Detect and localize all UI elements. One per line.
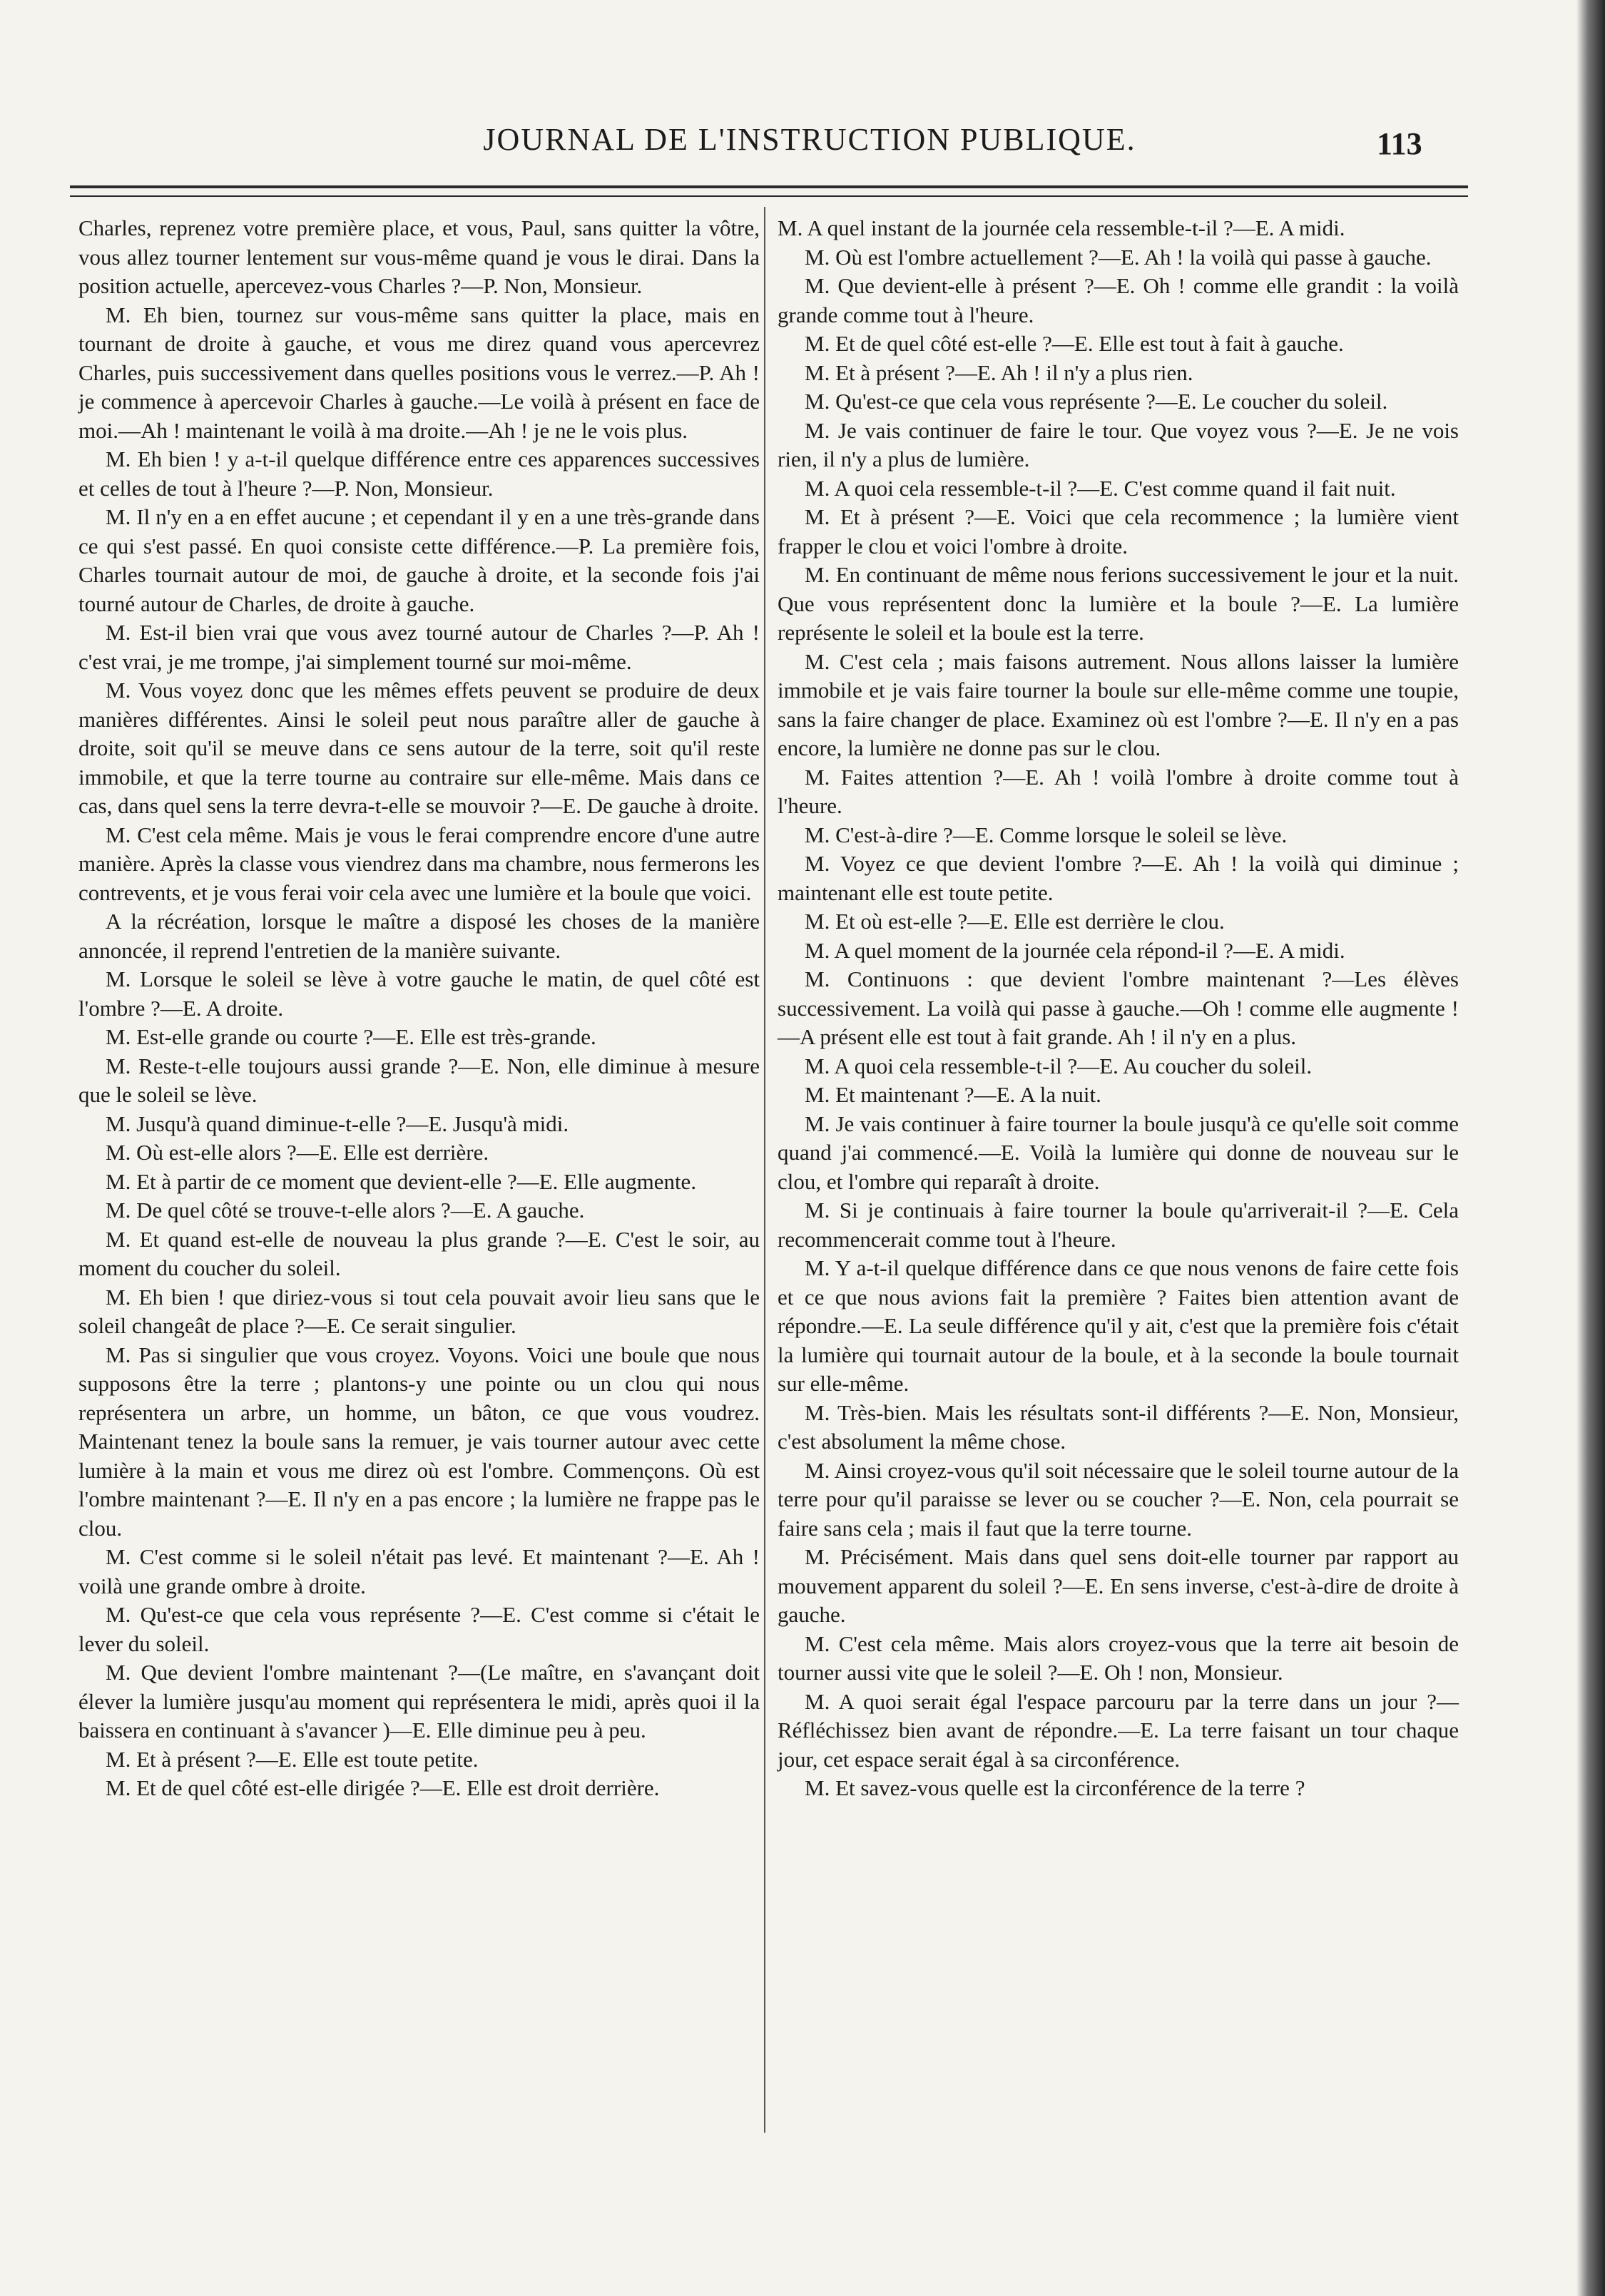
paragraph: M. Et de quel côté est-elle ?—E. Elle est tout à fait à gauche. <box>805 331 1344 356</box>
journal-title: JOURNAL DE L'INSTRUCTION PUBLIQUE. <box>483 122 1136 157</box>
paragraph: M. Eh bien, tournez sur vous-même sans quitter la place, mais en tournant de droite à gauche, et vous me direz quand vous apercevrez Charles, puis successivement dans quelles positions vous le verrez.—P. Ah ! je commence à apercevoir Charles à gauche.—Le voilà à présent en face de moi.—Ah ! maintenant le voilà à ma droite.—Ah ! je ne le vois plus. <box>78 302 760 443</box>
paragraph: M. A quel instant de la journée cela ressemble-t-il ?—E. A midi. <box>778 215 1345 240</box>
paragraph: M. C'est cela même. Mais alors croyez-vous que la terre ait besoin de tourner aussi vite que le soleil ?—E. Oh ! non, Monsieur. <box>778 1631 1459 1685</box>
page-edge-shadow <box>1576 0 1605 2296</box>
paragraph: M. Et à présent ?—E. Ah ! il n'y a plus rien. <box>805 359 1193 385</box>
paragraph: M. Eh bien ! que diriez-vous si tout cela pouvait avoir lieu sans que le soleil changeât de place ?—E. Ce serait singulier. <box>78 1284 760 1338</box>
paragraph: M. En continuant de même nous ferions successivement le jour et la nuit. Que vous représentent donc la lumière et la boule ?—E. La lumière représente le soleil et la boule est la terre. <box>778 562 1459 645</box>
paragraph: A la récréation, lorsque le maître a disposé les choses de la manière annoncée, il reprend l'entretien de la manière suivante. <box>78 909 760 963</box>
paragraph: M. Qu'est-ce que cela vous représente ?—E. Le coucher du soleil. <box>805 389 1388 414</box>
paragraph: M. Et quand est-elle de nouveau la plus grande ?—E. C'est le soir, au moment du coucher du soleil. <box>78 1226 760 1280</box>
paragraph: M. Je vais continuer de faire le tour. Que voyez vous ?—E. Je ne vois rien, il n'y a plus de lumière. <box>778 417 1459 471</box>
paragraph: Charles, reprenez votre première place, et vous, Paul, sans quitter la vôtre, vous allez tourner lentement sur vous-même quand je vous le dirai. Dans la position actuelle, apercevez-vous Charles ?—P. Non, Monsieur. <box>78 215 760 298</box>
paragraph: M. Que devient l'ombre maintenant ?—(Le maître, en s'avançant doit élever la lumière jusqu'au moment qui représentera le midi, après quoi il la baissera en continuant à s'avancer )—E. Elle diminue peu à peu. <box>78 1660 760 1743</box>
right-column <box>778 214 1459 1803</box>
paragraph: M. Et maintenant ?—E. A la nuit. <box>805 1082 1101 1107</box>
paragraph: M. Si je continuais à faire tourner la boule qu'arriverait-il ?—E. Cela recommencerait comme tout à l'heure. <box>778 1198 1459 1252</box>
paragraph: M. Et où est-elle ?—E. Elle est derrière le clou. <box>805 909 1225 934</box>
paragraph: M. Où est-elle alors ?—E. Elle est derrière. <box>106 1140 489 1165</box>
paragraph: M. Où est l'ombre actuellement ?—E. Ah ! la voilà qui passe à gauche. <box>805 244 1432 270</box>
paragraph: M. Très-bien. Mais les résultats sont-il différents ?—E. Non, Monsieur, c'est absolument la même chose. <box>778 1399 1459 1454</box>
paragraph: M. Est-elle grande ou courte ?—E. Elle est très-grande. <box>106 1024 596 1049</box>
paragraph: M. Eh bien ! y a-t-il quelque différence entre ces apparences successives et celles de tout à l'heure ?—P. Non, Monsieur. <box>78 447 760 501</box>
paragraph: M. Jusqu'à quand diminue-t-elle ?—E. Jusqu'à midi. <box>106 1111 569 1136</box>
paragraph: M. C'est cela même. Mais je vous le ferai comprendre encore d'une autre manière. Après la classe vous viendrez dans ma chambre, nous fermerons les contrevents, et je vous ferai voir cela avec une lumière et la boule que voici. <box>78 822 760 905</box>
paragraph: M. Il n'y en a en effet aucune ; et cependant il y en a une très-grande dans ce qui s'est passé. En quoi consiste cette différence.—P. La première fois, Charles tournait autour de moi, de gauche à droite, et la seconde fois j'ai tourné autour de Charles, de droite à gauche. <box>78 504 760 616</box>
paragraph: M. Et de quel côté est-elle dirigée ?—E. Elle est droit derrière. <box>106 1775 660 1800</box>
paragraph: M. A quoi serait égal l'espace parcouru par la terre dans un jour ?—Réfléchissez bien avant de répondre.—E. La terre faisant un tour chaque jour, cet espace serait égal à sa circonférence. <box>778 1688 1459 1772</box>
paragraph: M. Précisément. Mais dans quel sens doit-elle tourner par rapport au mouvement apparent du soleil ?—E. En sens inverse, c'est-à-dire de droite à gauche. <box>778 1544 1459 1627</box>
paragraph: M. A quoi cela ressemble-t-il ?—E. Au coucher du soleil. <box>805 1053 1313 1078</box>
paragraph: M. Reste-t-elle toujours aussi grande ?—E. Non, elle diminue à mesure que le soleil se lève. <box>78 1053 760 1107</box>
paragraph: M. Lorsque le soleil se lève à votre gauche le matin, de quel côté est l'ombre ?—E. A droite. <box>78 966 760 1021</box>
page-number: 113 <box>1377 126 1422 161</box>
paragraph: M. Et à présent ?—E. Elle est toute petite. <box>106 1746 479 1772</box>
paragraph: M. Est-il bien vrai que vous avez tourné autour de Charles ?—P. Ah ! c'est vrai, je me trompe, j'ai simplement tourné sur moi-même. <box>78 620 760 674</box>
header-rule-thin <box>70 195 1468 197</box>
column-divider <box>764 207 765 2133</box>
paragraph: M. Que devient-elle à présent ?—E. Oh ! comme elle grandit : la voilà grande comme tout à l'heure. <box>778 273 1459 327</box>
paragraph: M. Et savez-vous quelle est la circonférence de la terre ? <box>805 1775 1305 1800</box>
paragraph: M. Vous voyez donc que les mêmes effets peuvent se produire de deux manières différentes. Ainsi le soleil peut nous paraître aller de gauche à droite, soit qu'il se meuve dans ce sens autour de la terre, soit qu'il reste immobile, et que la terre tourne au contraire sur elle-même. Mais dans ce cas, dans quel sens la terre devra-t-elle se mouvoir ?—E. De gauche à droite. <box>78 678 760 818</box>
left-column <box>78 214 760 1803</box>
paragraph: M. A quoi cela ressemble-t-il ?—E. C'est comme quand il fait nuit. <box>805 475 1396 501</box>
paragraph: M. Voyez ce que devient l'ombre ?—E. Ah ! la voilà qui diminue ; maintenant elle est toute petite. <box>778 851 1459 905</box>
paragraph: M. Faites attention ?—E. Ah ! voilà l'ombre à droite comme tout à l'heure. <box>778 764 1459 818</box>
paragraph: M. Ainsi croyez-vous qu'il soit nécessaire que le soleil tourne autour de la terre pour qu'il paraisse se lever ou se coucher ?—E. Non, cela pourrait se faire sans cela ; mais il faut que la terre tourne. <box>778 1457 1459 1541</box>
paragraph: M. Continuons : que devient l'ombre maintenant ?—Les élèves successivement. La voilà qui passe à gauche.—Oh ! comme elle augmente !—A présent elle est tout à fait grande. Ah ! il n'y en a plus. <box>778 966 1459 1049</box>
paragraph: M. Et à présent ?—E. Voici que cela recommence ; la lumière vient frapper le clou et voici l'ombre à droite. <box>778 504 1459 558</box>
paragraph: M. A quel moment de la journée cela répond-il ?—E. A midi. <box>805 937 1345 963</box>
paragraph: M. C'est-à-dire ?—E. Comme lorsque le soleil se lève. <box>805 822 1288 847</box>
paragraph: M. Et à partir de ce moment que devient-elle ?—E. Elle augmente. <box>106 1168 697 1194</box>
paragraph: M. C'est cela ; mais faisons autrement. Nous allons laisser la lumière immobile et je vais faire tourner la boule sur elle-même comme une toupie, sans la faire changer de place. Examinez où est l'ombre ?—E. Il n'y en a pas encore, la lumière ne donne pas sur le clou. <box>778 648 1459 760</box>
paragraph: M. De quel côté se trouve-t-elle alors ?—E. A gauche. <box>106 1198 585 1223</box>
paragraph: M. Qu'est-ce que cela vous représente ?—E. C'est comme si c'était le lever du soleil. <box>78 1602 760 1656</box>
paragraph: M. C'est comme si le soleil n'était pas levé. Et maintenant ?—E. Ah ! voilà une grande ombre à droite. <box>78 1544 760 1598</box>
paragraph: M. Pas si singulier que vous croyez. Voyons. Voici une boule que nous supposons être la terre ; plantons-y une pointe ou un clou qui nous représentera un arbre, un homme, un bâton, ce que vous voudrez. Maintenant tenez la boule sans la remuer, je vais tourner autour avec cette lumière à la main et vous me direz où est l'ombre. Commençons. Où est l'ombre maintenant ?—E. Il n'y en a pas encore ; la lumière ne frappe pas le clou. <box>78 1342 760 1541</box>
paragraph: M. Je vais continuer à faire tourner la boule jusqu'à ce qu'elle soit comme quand j'ai commencé.—E. Voilà la lumière qui donne de nouveau sur le clou, et l'ombre qui reparaît à droite. <box>778 1111 1459 1194</box>
header-rule <box>70 185 1468 188</box>
paragraph: M. Y a-t-il quelque différence dans ce que nous venons de faire cette fois et ce que nous avions fait la première ? Faites bien attention avant de répondre.—E. La seule différence qu'il y ait, c'est que la première fois c'était la lumière qui tournait autour de la boule, et à la seconde la boule tournait sur elle-même. <box>778 1255 1459 1396</box>
